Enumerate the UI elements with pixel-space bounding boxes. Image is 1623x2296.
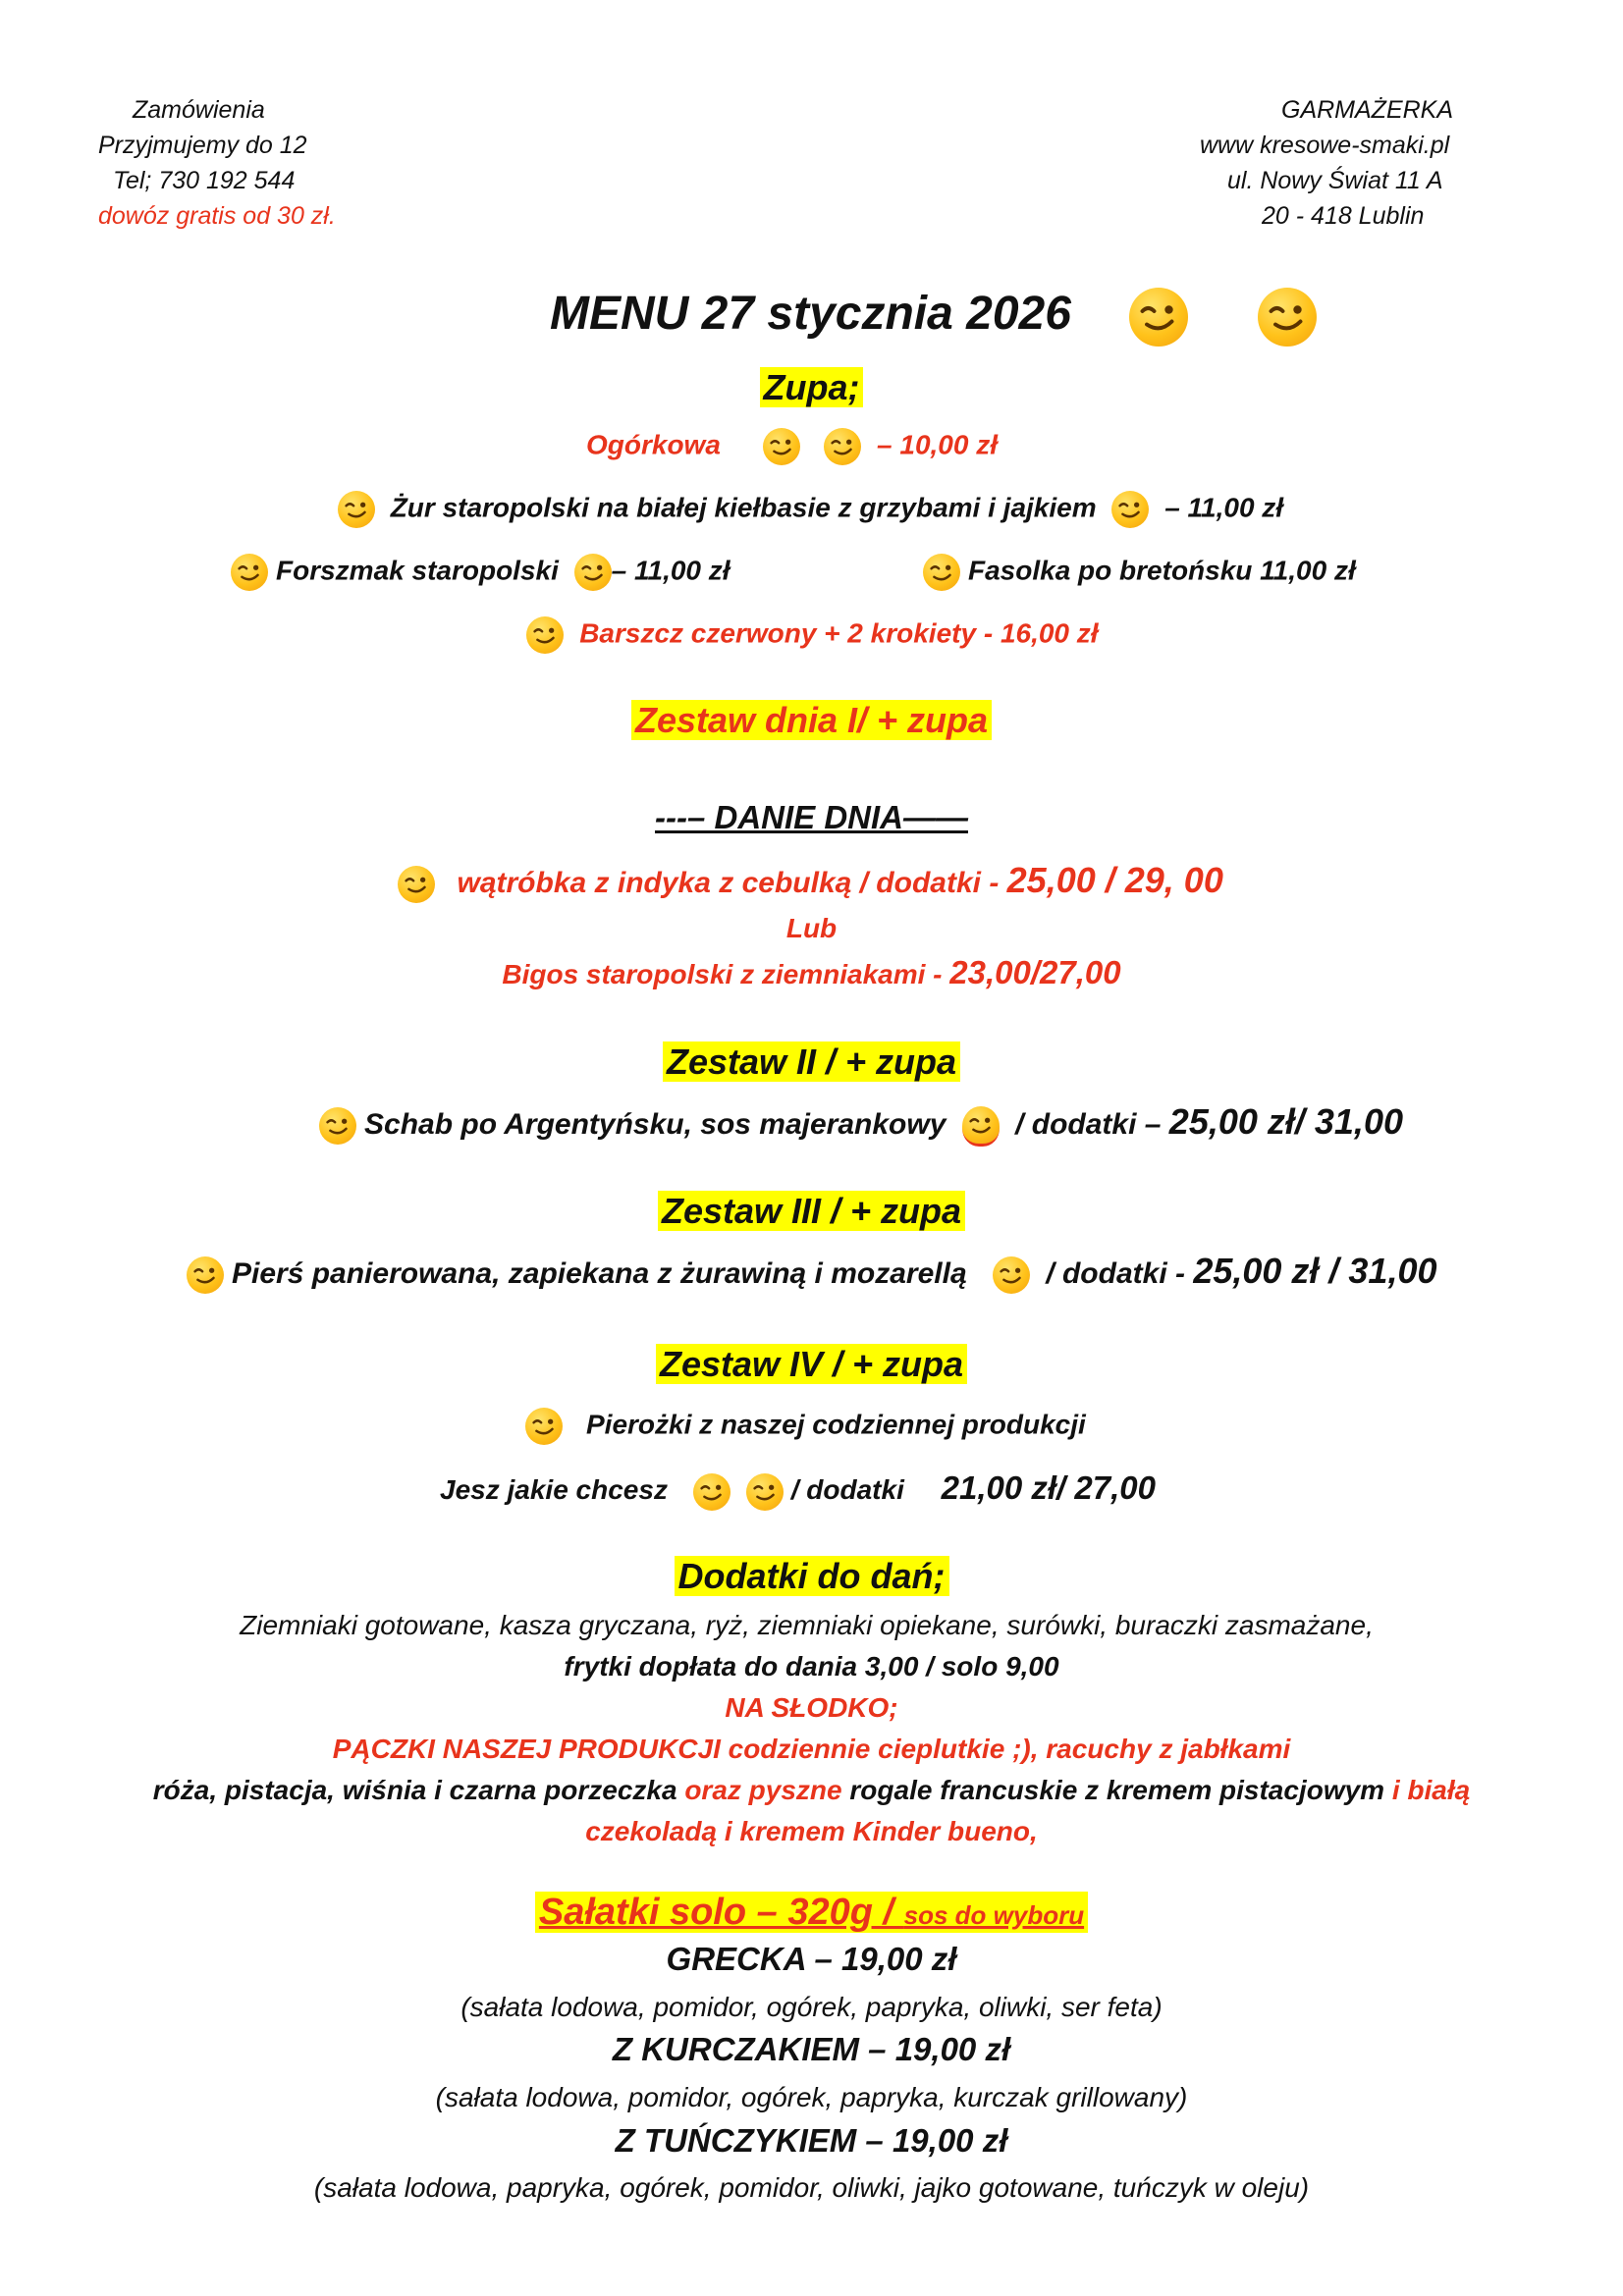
wink-emoji-icon <box>1258 288 1317 347</box>
zestaw1-or-text: Lub <box>785 913 838 943</box>
zestaw3-extras: / dodatki - <box>1046 1257 1194 1290</box>
danie-dnia-heading <box>0 799 1623 836</box>
sweet-paczki: PĄCZKI NASZEJ PRODUKCJI codziennie cieplutkie ;), racuchy z jabłkami <box>332 1734 1291 1764</box>
salads-heading-box <box>535 1892 1088 1933</box>
sweet-flavors-c: rogale francuskie z kremem pistacjowym <box>849 1775 1385 1805</box>
zestaw1-dish2-row <box>0 954 1623 991</box>
dodatki-heading-text: Dodatki do dań; <box>675 1556 949 1596</box>
street-address: ul. Nowy Świat 11 A <box>1227 167 1443 194</box>
order-hours: Przyjmujemy do 12 <box>98 132 307 159</box>
soup-forszmak-row <box>231 554 730 591</box>
wink-emoji-icon <box>187 1256 224 1294</box>
zestaw2-dish: Schab po Argentyńsku, sos majerankowy <box>364 1108 947 1141</box>
wink-emoji-icon <box>746 1473 784 1511</box>
title-text: MENU 27 stycznia 2026 <box>550 288 1071 340</box>
zestaw4-dish: Pierożki z naszej codziennej produkcji <box>585 1409 1086 1440</box>
zestaw1-dish2-price: 23,00/27,00 <box>949 954 1121 990</box>
wink-emoji-icon <box>526 616 564 654</box>
dodatki-heading <box>0 1556 1623 1597</box>
wink-emoji-icon <box>693 1473 730 1511</box>
soup-zur-row <box>0 491 1618 528</box>
website: www kresowe-smaki.pl <box>1200 132 1450 159</box>
wink-emoji-icon <box>1111 491 1149 528</box>
salad-greek: GRECKA – 19,00 zł <box>666 1941 957 1977</box>
soup-fasolka-row <box>923 554 1356 591</box>
soup-fasolka: Fasolka po bretońsku 11,00 zł <box>968 555 1356 586</box>
salads-heading-small: sos do wyboru <box>903 1900 1085 1930</box>
wink-emoji-icon <box>763 428 800 465</box>
sweet-flavors-cont: czekoladą i kremem Kinder bueno, <box>585 1816 1038 1846</box>
wink-emoji-icon <box>398 866 435 903</box>
zestaw3-price: 25,00 zł / 31,00 <box>1193 1251 1437 1291</box>
zestaw4-heading <box>0 1344 1623 1385</box>
zestaw1-heading <box>0 700 1623 741</box>
zestaw3-dish-row <box>187 1251 1437 1294</box>
zestaw2-price: 25,00 zł/ 31,00 <box>1168 1101 1403 1142</box>
zestaw1-or <box>0 913 1623 944</box>
zestaw2-heading <box>0 1041 1623 1083</box>
header-left <box>79 92 373 234</box>
soup-forszmak-price: – 11,00 zł <box>611 555 730 586</box>
header-right <box>1168 92 1522 234</box>
soup-forszmak: Forszmak staropolski <box>276 555 559 586</box>
soup-ogorkowa-row <box>0 428 1603 465</box>
sweet-flavors <box>0 1775 1623 1806</box>
zestaw2-extras: / dodatki – <box>1015 1108 1169 1141</box>
order-label: Zamówienia <box>133 96 265 124</box>
wink-emoji-icon <box>319 1107 356 1145</box>
city-address: 20 - 418 Lublin <box>1262 202 1425 230</box>
wink-emoji-icon <box>574 554 612 591</box>
phone: Tel; 730 192 544 <box>113 167 296 194</box>
sweet-heading: NA SŁODKO; <box>725 1692 898 1723</box>
zestaw1-dish1: wątróbka z indyka z cebulką / dodatki - <box>457 867 1007 899</box>
zestaw4-dish-row <box>0 1408 1613 1445</box>
soup-ogorkowa-price: – 10,00 zł <box>877 429 999 460</box>
sweet-flavors-b: oraz pyszne <box>684 1775 850 1805</box>
wink-emoji-icon <box>923 554 960 591</box>
wink-emoji-icon <box>1129 288 1188 347</box>
soup-heading <box>0 367 1623 408</box>
soup-zur-price: – 11,00 zł <box>1164 492 1284 523</box>
wink-emoji-icon <box>525 1408 563 1445</box>
zestaw3-heading-text: Zestaw III / + zupa <box>658 1191 965 1231</box>
zestaw4-heading-text: Zestaw IV / + zupa <box>656 1344 967 1384</box>
zestaw1-dish1-price: 25,00 / 29, 00 <box>1006 860 1223 900</box>
delivery-note: dowóz gratis od 30 zł. <box>98 202 336 230</box>
soup-zur: Żur staropolski na białej kiełbasie z grzybami i jajkiem <box>390 492 1097 523</box>
salad-chicken: Z KURCZAKIEM – 19,00 zł <box>612 2031 1011 2067</box>
zestaw3-heading <box>0 1191 1623 1232</box>
business-type: GARMAŻERKA <box>1281 96 1454 124</box>
dodatki-frytki: frytki dopłata do dania 3,00 / solo 9,00 <box>564 1651 1059 1682</box>
wink-emoji-icon <box>962 1106 1000 1147</box>
wink-emoji-icon <box>338 491 375 528</box>
wink-emoji-icon <box>231 554 268 591</box>
salad-tuna-desc: (sałata lodowa, papryka, ogórek, pomidor, oliwki, jajko gotowane, tuńczyk w oleju) <box>313 2172 1310 2203</box>
zestaw1-dish1-row <box>0 860 1618 903</box>
zestaw1-dish2: Bigos staropolski z ziemniakami - <box>502 959 950 989</box>
salads-heading <box>0 1887 1623 1941</box>
salad-chicken-desc: (sałata lodowa, pomidor, ogórek, papryka, kurczak grillowany) <box>435 2082 1188 2112</box>
zestaw2-dish-row <box>319 1101 1403 1147</box>
zestaw3-dish: Pierś panierowana, zapiekana z żurawiną i mozarellą <box>232 1257 967 1290</box>
zestaw4-extras: / dodatki <box>790 1474 904 1505</box>
soup-heading-text: Zupa; <box>760 367 864 407</box>
sweet-flavors-a: róża, pistacja, wiśnia i czarna porzeczka <box>152 1775 685 1805</box>
zestaw4-choice-row <box>440 1469 1156 1511</box>
danie-dnia-text: ---– DANIE DNIA—— <box>655 799 968 835</box>
salads-heading-text: Sałatki solo – 320g / <box>538 1892 904 1933</box>
zestaw1-heading-text: Zestaw dnia I/ + zupa <box>631 700 992 740</box>
sweet-flavors-d: i białą <box>1384 1775 1471 1805</box>
zestaw2-heading-text: Zestaw II / + zupa <box>663 1041 960 1082</box>
dodatki-list: Ziemniaki gotowane, kasza gryczana, ryż, ziemniaki opiekane, surówki, buraczki zasmażane, <box>240 1610 1374 1640</box>
wink-emoji-icon <box>993 1256 1030 1294</box>
soup-barszcz-row <box>0 616 1620 654</box>
soup-barszcz: Barszcz czerwony + 2 krokiety - 16,00 zł <box>579 617 1099 649</box>
zestaw4-choice: Jesz jakie chcesz <box>440 1474 668 1505</box>
soup-ogorkowa: Ogórkowa <box>585 429 721 460</box>
salad-tuna: Z TUŃCZYKIEM – 19,00 zł <box>615 2122 1008 2159</box>
wink-emoji-icon <box>824 428 861 465</box>
page-title <box>550 285 1071 344</box>
salad-greek-desc: (sałata lodowa, pomidor, ogórek, papryka, oliwki, ser feta) <box>460 1992 1163 2022</box>
zestaw4-price: 21,00 zł/ 27,00 <box>941 1469 1156 1506</box>
